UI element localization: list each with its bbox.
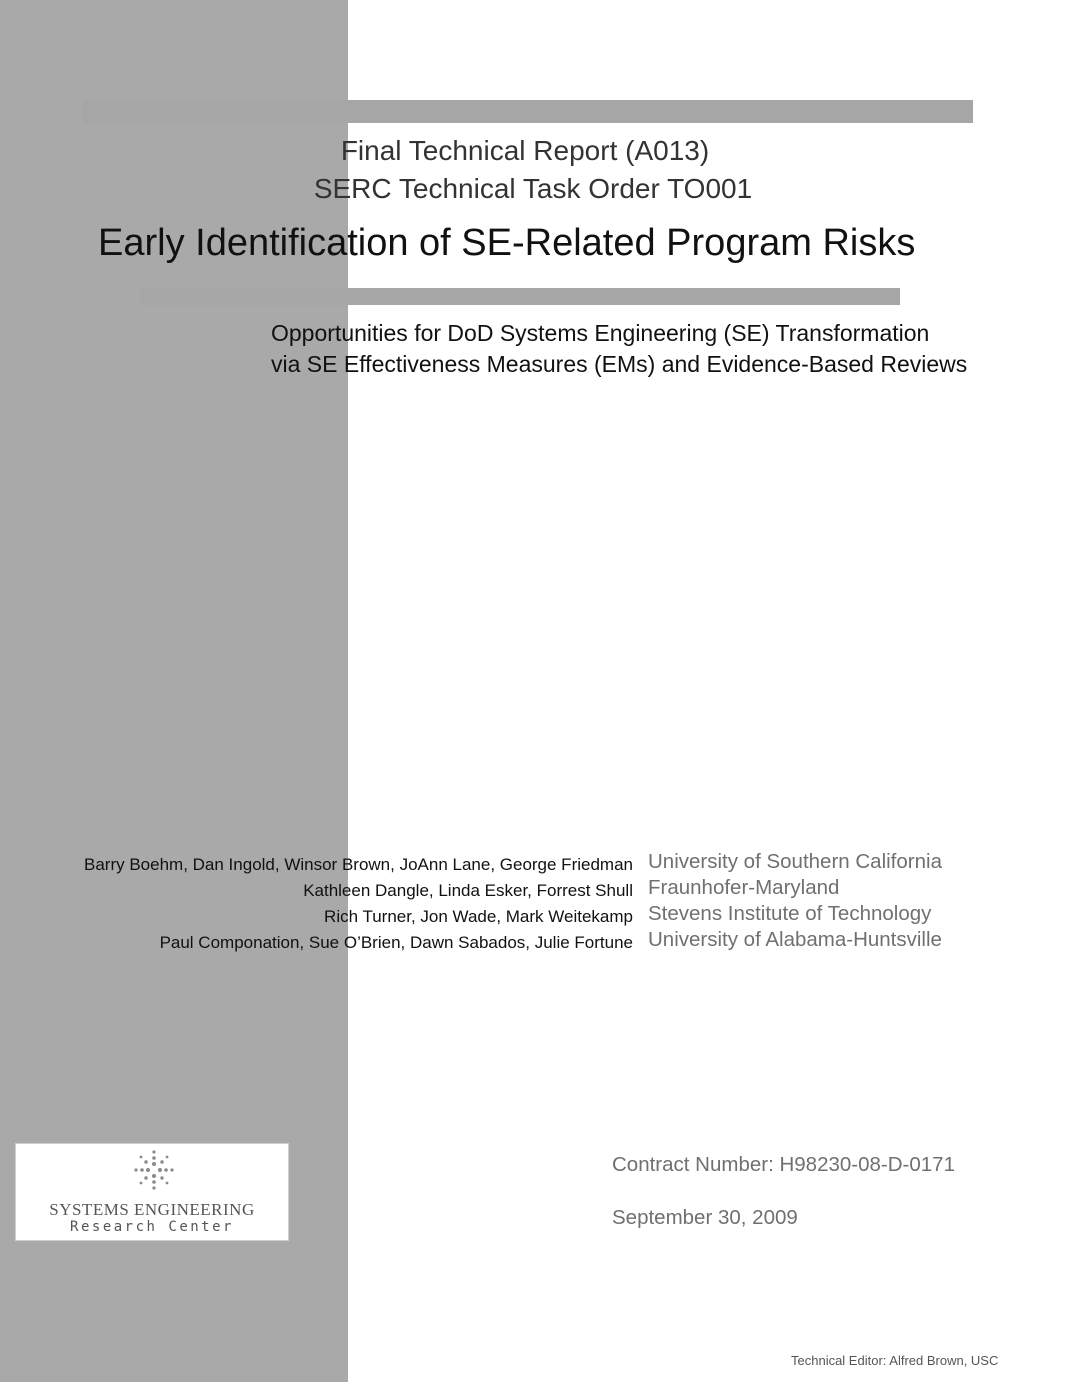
author-group-usc: Barry Boehm, Dan Ingold, Winsor Brown, JoAnn Lane, George Friedman	[84, 855, 633, 874]
affiliation-uah: University of Alabama-Huntsville	[648, 928, 942, 951]
author-group-uah: Paul Componation, Sue O’Brien, Dawn Sabados, Julie Fortune	[159, 933, 633, 952]
author-list	[0, 852, 633, 956]
logo-text-research-center: Research Center	[70, 1219, 234, 1235]
contract-number: Contract Number: H98230-08-D-0171	[612, 1153, 955, 1176]
subtitle	[271, 318, 967, 380]
serc-dot-burst-icon	[132, 1148, 176, 1192]
serc-logo	[16, 1144, 288, 1240]
subtitle-line-1: Opportunities for DoD Systems Engineering (SE) Transformation	[271, 320, 930, 346]
top-rule-bar	[83, 100, 973, 123]
report-type-line: Final Technical Report (A013)	[340, 135, 710, 166]
author-group-fraunhofer: Kathleen Dangle, Linda Esker, Forrest Shull	[303, 881, 633, 900]
affiliation-fraunhofer: Fraunhofer-Maryland	[648, 876, 840, 899]
logo-text-systems-engineering: SYSTEMS ENGINEERING	[49, 1200, 255, 1219]
subtitle-line-2: via SE Effectiveness Measures (EMs) and Evidence-Based Reviews	[271, 351, 968, 377]
affiliation-usc: University of Southern California	[648, 850, 942, 873]
middle-rule-bar	[140, 288, 900, 305]
task-order-line: SERC Technical Task Order TO001	[313, 173, 753, 204]
author-group-stevens: Rich Turner, Jon Wade, Mark Weitekamp	[324, 907, 633, 926]
technical-editor: Technical Editor: Alfred Brown, USC	[791, 1353, 999, 1368]
affiliation-stevens: Stevens Institute of Technology	[648, 902, 932, 925]
report-date: September 30, 2009	[612, 1206, 798, 1229]
main-title: Early Identification of SE-Related Program Risks	[98, 222, 916, 264]
affiliation-list	[648, 849, 942, 953]
